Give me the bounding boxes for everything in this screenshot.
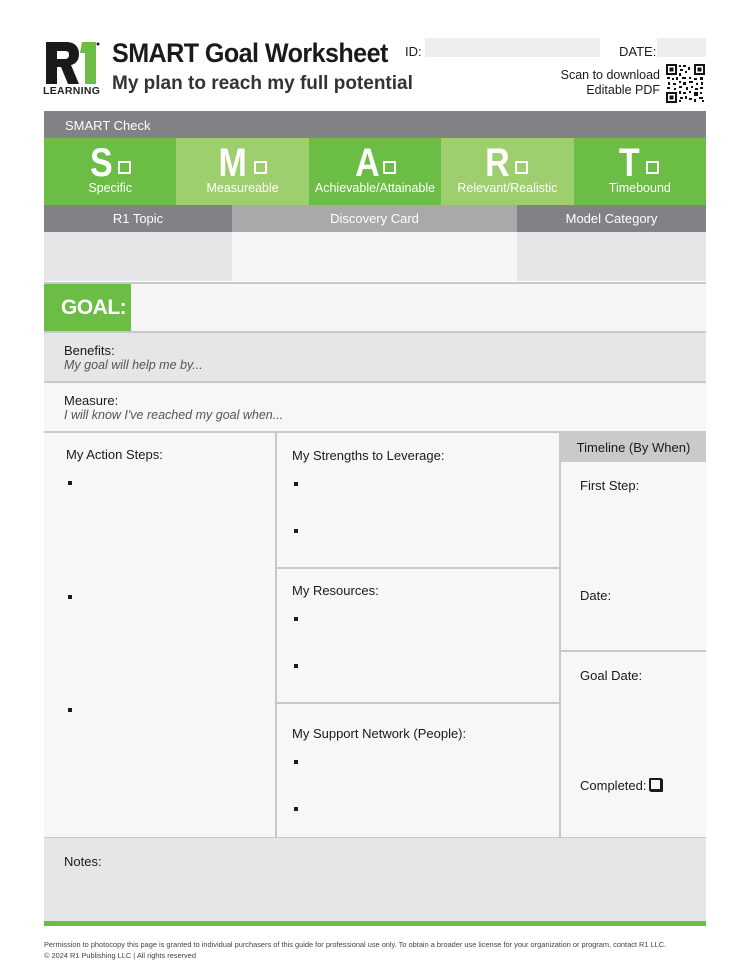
bullet [294,617,298,621]
scan-text-1: Scan to download [560,68,660,82]
smart-letter-m: M [218,141,248,185]
bullet [68,595,72,599]
benefits-hint: My goal will help me by... [64,358,203,372]
benefits-label: Benefits: [64,343,115,358]
strengths-label: My Strengths to Leverage: [292,448,445,463]
measure-label: Measure: [64,393,119,408]
resources-panel[interactable] [277,569,559,702]
smart-word-timebound: Timebound [608,181,671,195]
support-network-label: My Support Network (People): [292,726,467,741]
measureable-checkbox[interactable] [254,161,267,174]
date-step-label: Date: [580,588,612,603]
strengths-panel[interactable] [277,433,559,567]
smart-check-header [44,111,706,138]
smart-word-achievable: Achievable/Attainable [314,181,436,195]
measure-hint: I will know I've reached my goal when... [64,408,284,422]
measure-section[interactable] [44,383,706,431]
smart-item-timebound [574,138,706,205]
topic-row [44,205,706,232]
model-category-field[interactable] [517,232,706,281]
logo-subtext: LEARNING [43,85,101,97]
timebound-checkbox[interactable] [646,161,659,174]
goal-label: GOAL: [44,284,131,331]
completed-checkbox[interactable] [649,778,662,791]
support-network-panel[interactable] [277,704,559,837]
goal-date-panel[interactable] [561,652,706,837]
bullet [68,708,72,712]
page-title: SMART Goal Worksheet [112,38,388,68]
footer-rule [44,921,706,926]
first-step-panel[interactable] [561,462,706,650]
relevant-checkbox[interactable] [515,161,528,174]
smart-item-achievable [309,138,441,205]
id-label: ID: [405,44,422,59]
r1-topic-field[interactable] [44,232,232,281]
date-label: DATE: [619,44,657,59]
page-subtitle: My plan to reach my full potential [112,73,413,94]
notes-label: Notes: [64,854,102,869]
smart-word-specific: Specific [88,181,133,195]
id-field[interactable] [425,38,600,57]
smart-item-measureable [176,138,308,205]
notes-section[interactable] [44,838,706,921]
action-steps-panel[interactable] [44,433,275,837]
date-field[interactable] [657,38,706,57]
footer-copyright: © 2024 R1 Publishing LLC | All rights reserved [44,951,196,960]
first-step-label: First Step: [580,478,640,493]
bullet [68,481,72,485]
bullet [294,529,298,533]
bullet [294,664,298,668]
action-steps-label: My Action Steps: [66,447,163,462]
achievable-checkbox[interactable] [383,161,396,174]
bullet [294,482,298,486]
goal-field[interactable] [131,284,706,331]
scan-text-2: Editable PDF [586,83,660,97]
discovery-card-header: Discovery Card [232,205,517,232]
discovery-card-field[interactable] [232,232,517,281]
specific-checkbox[interactable] [118,161,131,174]
smart-letter-r: R [485,141,510,185]
r1-logo [44,40,100,86]
r1-topic-header: R1 Topic [44,205,232,232]
smart-letter-t: T [618,141,640,185]
smart-word-relevant: Relevant/Realistic [457,181,558,195]
smart-check-label: SMART Check [65,118,151,133]
completed-label: Completed: [580,778,647,793]
bullet [294,760,298,764]
smart-criteria-row [44,138,706,205]
goal-date-label: Goal Date: [580,668,643,683]
model-category-header: Model Category [517,205,706,232]
bullet [294,807,298,811]
smart-letter-a: A [354,141,380,185]
smart-letter-s: S [90,141,113,185]
benefits-section[interactable] [44,333,706,381]
smart-item-specific [44,138,176,205]
qr-code-icon[interactable] [666,64,705,103]
smart-word-measureable: Measureable [206,181,279,195]
footer-permission: Permission to photocopy this page is granted to individual purchasers of this guide for professional use only. To obtain a broader use license for your organization or program, contact R1 LLC. [44,940,667,949]
smart-item-relevant [441,138,573,205]
resources-label: My Resources: [292,583,379,598]
timeline-header: Timeline (By When) [561,433,706,462]
